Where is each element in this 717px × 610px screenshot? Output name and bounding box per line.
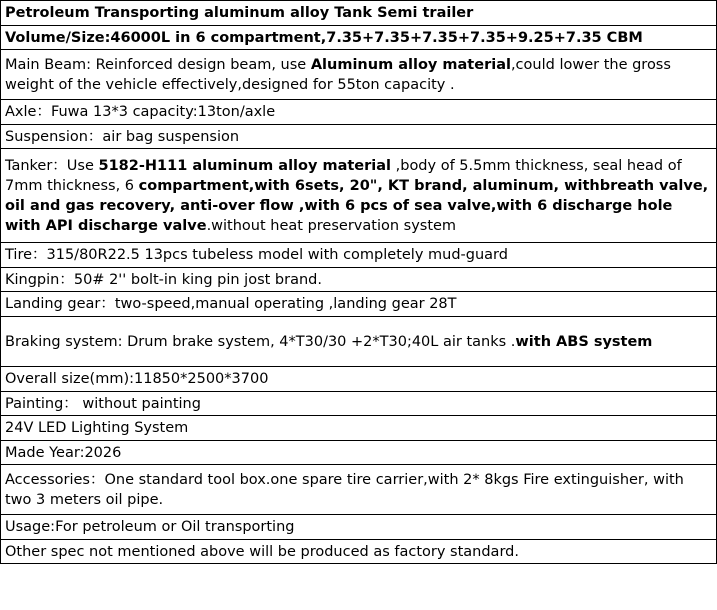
spec-painting: Painting： without painting	[1, 392, 717, 416]
braking-bold: with ABS system	[515, 333, 653, 350]
spec-row-tire	[1, 243, 717, 268]
spec-row-overall-size	[1, 367, 717, 392]
spec-row-main-beam	[1, 50, 717, 100]
spec-row-usage	[1, 515, 717, 540]
spec-row-axle	[1, 100, 717, 125]
braking-prefix: Braking system: Drum brake system, 4*T30/30 +2*T30;40L air tanks .	[5, 333, 516, 350]
spec-tanker	[1, 149, 717, 243]
spec-row-other	[1, 540, 717, 564]
spec-braking	[1, 317, 717, 367]
spec-suspension: Suspension：air bag suspension	[1, 125, 717, 149]
spec-landing-gear: Landing gear：two-speed,manual operating ,landing gear 28T	[1, 292, 717, 317]
spec-overall-size: Overall size(mm):11850*2500*3700	[1, 367, 717, 392]
spec-made-year: Made Year:2026	[1, 441, 717, 465]
spec-row-tanker	[1, 149, 717, 243]
spec-row-kingpin	[1, 268, 717, 292]
spec-row-made-year	[1, 441, 717, 465]
spec-accessories: Accessories：One standard tool box.one spare tire carrier,with 2* 8kgs Fire extinguisher, with two 3 meters oil pipe.	[1, 465, 717, 515]
main-beam-prefix: Main Beam: Reinforced design beam, use	[5, 56, 311, 73]
spec-main-beam	[1, 50, 717, 100]
tanker-prefix: Tanker：Use	[5, 157, 99, 174]
spec-row-suspension	[1, 125, 717, 149]
spec-row-volume	[1, 26, 717, 50]
spec-axle: Axle：Fuwa 13*3 capacity:13ton/axle	[1, 100, 717, 125]
spec-row-braking	[1, 317, 717, 367]
spec-row-accessories	[1, 465, 717, 515]
spec-kingpin: Kingpin：50# 2'' bolt-in king pin jost brand.	[1, 268, 717, 292]
main-beam-bold: Aluminum alloy material	[310, 56, 511, 73]
spec-usage: Usage:For petroleum or Oil transporting	[1, 515, 717, 540]
tanker-bold-material: 5182-H111 aluminum alloy material	[98, 157, 392, 174]
spec-row-title	[1, 1, 717, 26]
spec-tire: Tire：315/80R22.5 13pcs tubeless model with completely mud-guard	[1, 243, 717, 268]
spec-volume: Volume/Size:46000L in 6 compartment,7.35+7.35+7.35+7.35+9.25+7.35 CBM	[1, 26, 717, 50]
tanker-middle: ,body of 5.5mm thickness, seal head of 7mm thickness, 6	[5, 157, 682, 194]
spec-title: Petroleum Transporting aluminum alloy Tank Semi trailer	[1, 1, 717, 26]
tanker-suffix: .without heat preservation system	[206, 217, 457, 234]
spec-lighting: 24V LED Lighting System	[1, 416, 717, 441]
tanker-bold-compartment: compartment,with 6sets, 20", KT brand, aluminum, withbreath valve, oil and gas recovery, anti-over flow ,with 6 pcs of sea valve,with 6 discharge hole with API discharge valve	[5, 177, 709, 234]
spec-row-lighting	[1, 416, 717, 441]
spec-other: Other spec not mentioned above will be produced as factory standard.	[1, 540, 717, 564]
spec-row-landing-gear	[1, 292, 717, 317]
main-beam-suffix: ,could lower the gross weight of the vehicle effectively,designed for 55ton capacity .	[5, 56, 671, 93]
spec-row-painting	[1, 392, 717, 416]
